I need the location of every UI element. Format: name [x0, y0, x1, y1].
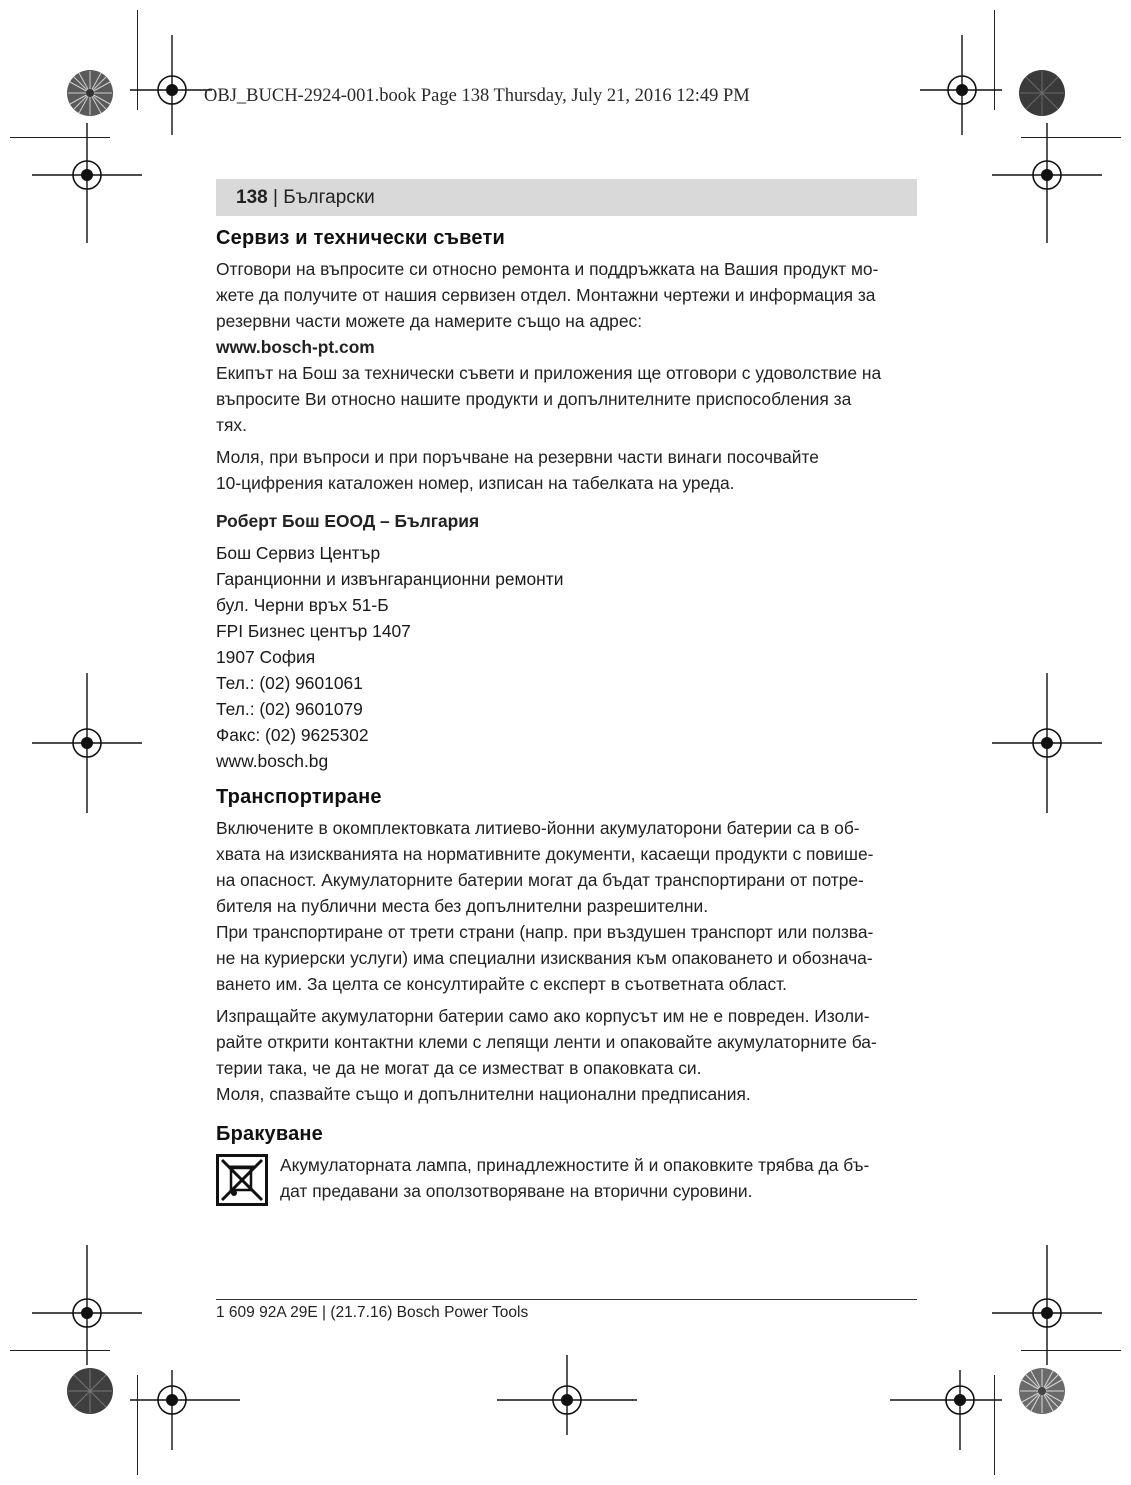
color-registration-dial-icon: [1018, 69, 1066, 117]
address-line: Гаранционни и извънгаранционни ремонти: [216, 569, 564, 589]
address-line: 1907 София: [216, 647, 316, 667]
crossed-out-wheelie-bin-icon: [216, 1154, 268, 1206]
text-line: въпросите Ви относно нашите продукти и допълнителните приспособления за: [216, 389, 852, 409]
color-registration-dial-icon: [66, 1367, 114, 1415]
address-block: [216, 540, 917, 774]
paragraph: [216, 256, 917, 438]
book-slug-header: OBJ_BUCH-2924-001.book Page 138 Thursday, July 21, 2016 12:49 PM: [204, 86, 750, 106]
company-name: Роберт Бош ЕООД – България: [216, 511, 480, 531]
transport-section: [216, 786, 917, 1107]
registration-mark-icon: [32, 673, 142, 813]
text-line: хвата на изискванията на нормативните документи, касаещи продукти с повише-: [216, 844, 874, 864]
page-footer: 1 609 92A 29E | (21.7.16) Bosch Power Tools: [216, 1304, 529, 1321]
text-line: на опасност. Акумулаторните батерии могат да бъдат транспортирани от потре-: [216, 870, 864, 890]
paragraph: [216, 444, 917, 496]
text-line: не на куриерски услуги) има специални изисквания към опаковането и обознача-: [216, 948, 873, 968]
text-line: Изпращайте акумулаторни батерии само ако корпусът им не е повреден. Изоли-: [216, 1006, 870, 1026]
disposal-row: [216, 1152, 917, 1206]
header-separator: |: [267, 187, 284, 208]
text-line: 10-цифрения каталожен номер, изписан на табелката на уреда.: [216, 473, 735, 493]
page-number: 138: [236, 187, 268, 208]
registration-mark-icon: [497, 1355, 637, 1435]
color-registration-dial-icon: [66, 69, 114, 117]
address-line: Бош Сервиз Център: [216, 543, 381, 563]
color-registration-dial-icon: [1018, 1367, 1066, 1415]
service-section: [216, 227, 917, 774]
page-content: [216, 227, 917, 1206]
registration-mark-icon: [890, 1370, 1002, 1450]
page-language: Български: [283, 187, 375, 208]
text-line: При транспортиране от трети страни (напр. при въздушен транспорт или ползва-: [216, 922, 874, 942]
phone-line: Тел.: (02) 9601061: [216, 673, 363, 693]
text-line: бителя на публични места без допълнителни разрешителни.: [216, 896, 709, 916]
text-line: дат предавани за оползотворяване на вторични суровини.: [280, 1181, 753, 1201]
website-link[interactable]: www.bosch-pt.com: [216, 337, 375, 357]
text-line: Моля, при въпроси и при поръчване на резервни части винаги посочвайте: [216, 447, 819, 467]
phone-line: Тел.: (02) 9601079: [216, 699, 363, 719]
fax-line: Факс: (02) 9625302: [216, 725, 369, 745]
section-heading: Транспортиране: [216, 786, 382, 808]
registration-mark-icon: [992, 673, 1102, 813]
page-header-band: [216, 179, 917, 216]
registration-mark-icon: [920, 35, 1002, 135]
section-heading: Бракуване: [216, 1123, 324, 1145]
footer-divider: [216, 1299, 917, 1300]
registration-mark-icon: [32, 123, 142, 243]
address-line: бул. Черни връх 51-Б: [216, 595, 389, 615]
disposal-section: [216, 1123, 917, 1206]
text-line: терии така, че да не могат да се изместват в опаковката си.: [216, 1058, 702, 1078]
text-line: Моля, спазвайте също и допълнителни национални предписания.: [216, 1084, 751, 1104]
text-line: Включените в окомплектовката литиево-йонни акумулаторони батерии са в об-: [216, 818, 860, 838]
website-link[interactable]: www.bosch.bg: [216, 751, 329, 771]
registration-mark-icon: [32, 1245, 142, 1365]
text-line: Отговори на въпросите си относно ремонта и поддръжката на Вашия продукт мо-: [216, 259, 879, 279]
paragraph: [216, 1003, 917, 1107]
registration-mark-icon: [130, 1370, 240, 1450]
address-line: FPI Бизнес център 1407: [216, 621, 411, 641]
registration-mark-icon: [130, 35, 212, 135]
text-line: резервни части можете да намерите също на адрес:: [216, 311, 643, 331]
text-line: жете да получите от нашия сервизен отдел. Монтажни чертежи и информация за: [216, 285, 876, 305]
text-line: тях.: [216, 415, 247, 435]
paragraph: [216, 815, 917, 997]
disposal-text: [280, 1152, 869, 1204]
text-line: Екипът на Бош за технически съвети и приложения ще отговори с удоволствие на: [216, 363, 882, 383]
registration-mark-icon: [992, 1245, 1102, 1365]
registration-mark-icon: [992, 123, 1102, 243]
text-line: райте открити контактни клеми с лепящи ленти и опаковайте акумулаторните ба-: [216, 1032, 877, 1052]
section-heading: Сервиз и технически съвети: [216, 227, 505, 249]
text-line: Акумулаторната лампа, принадлежностите й и опаковките трябва да бъ-: [280, 1155, 870, 1175]
text-line: ването им. За целта се консултирайте с експерт в съответната област.: [216, 974, 788, 994]
